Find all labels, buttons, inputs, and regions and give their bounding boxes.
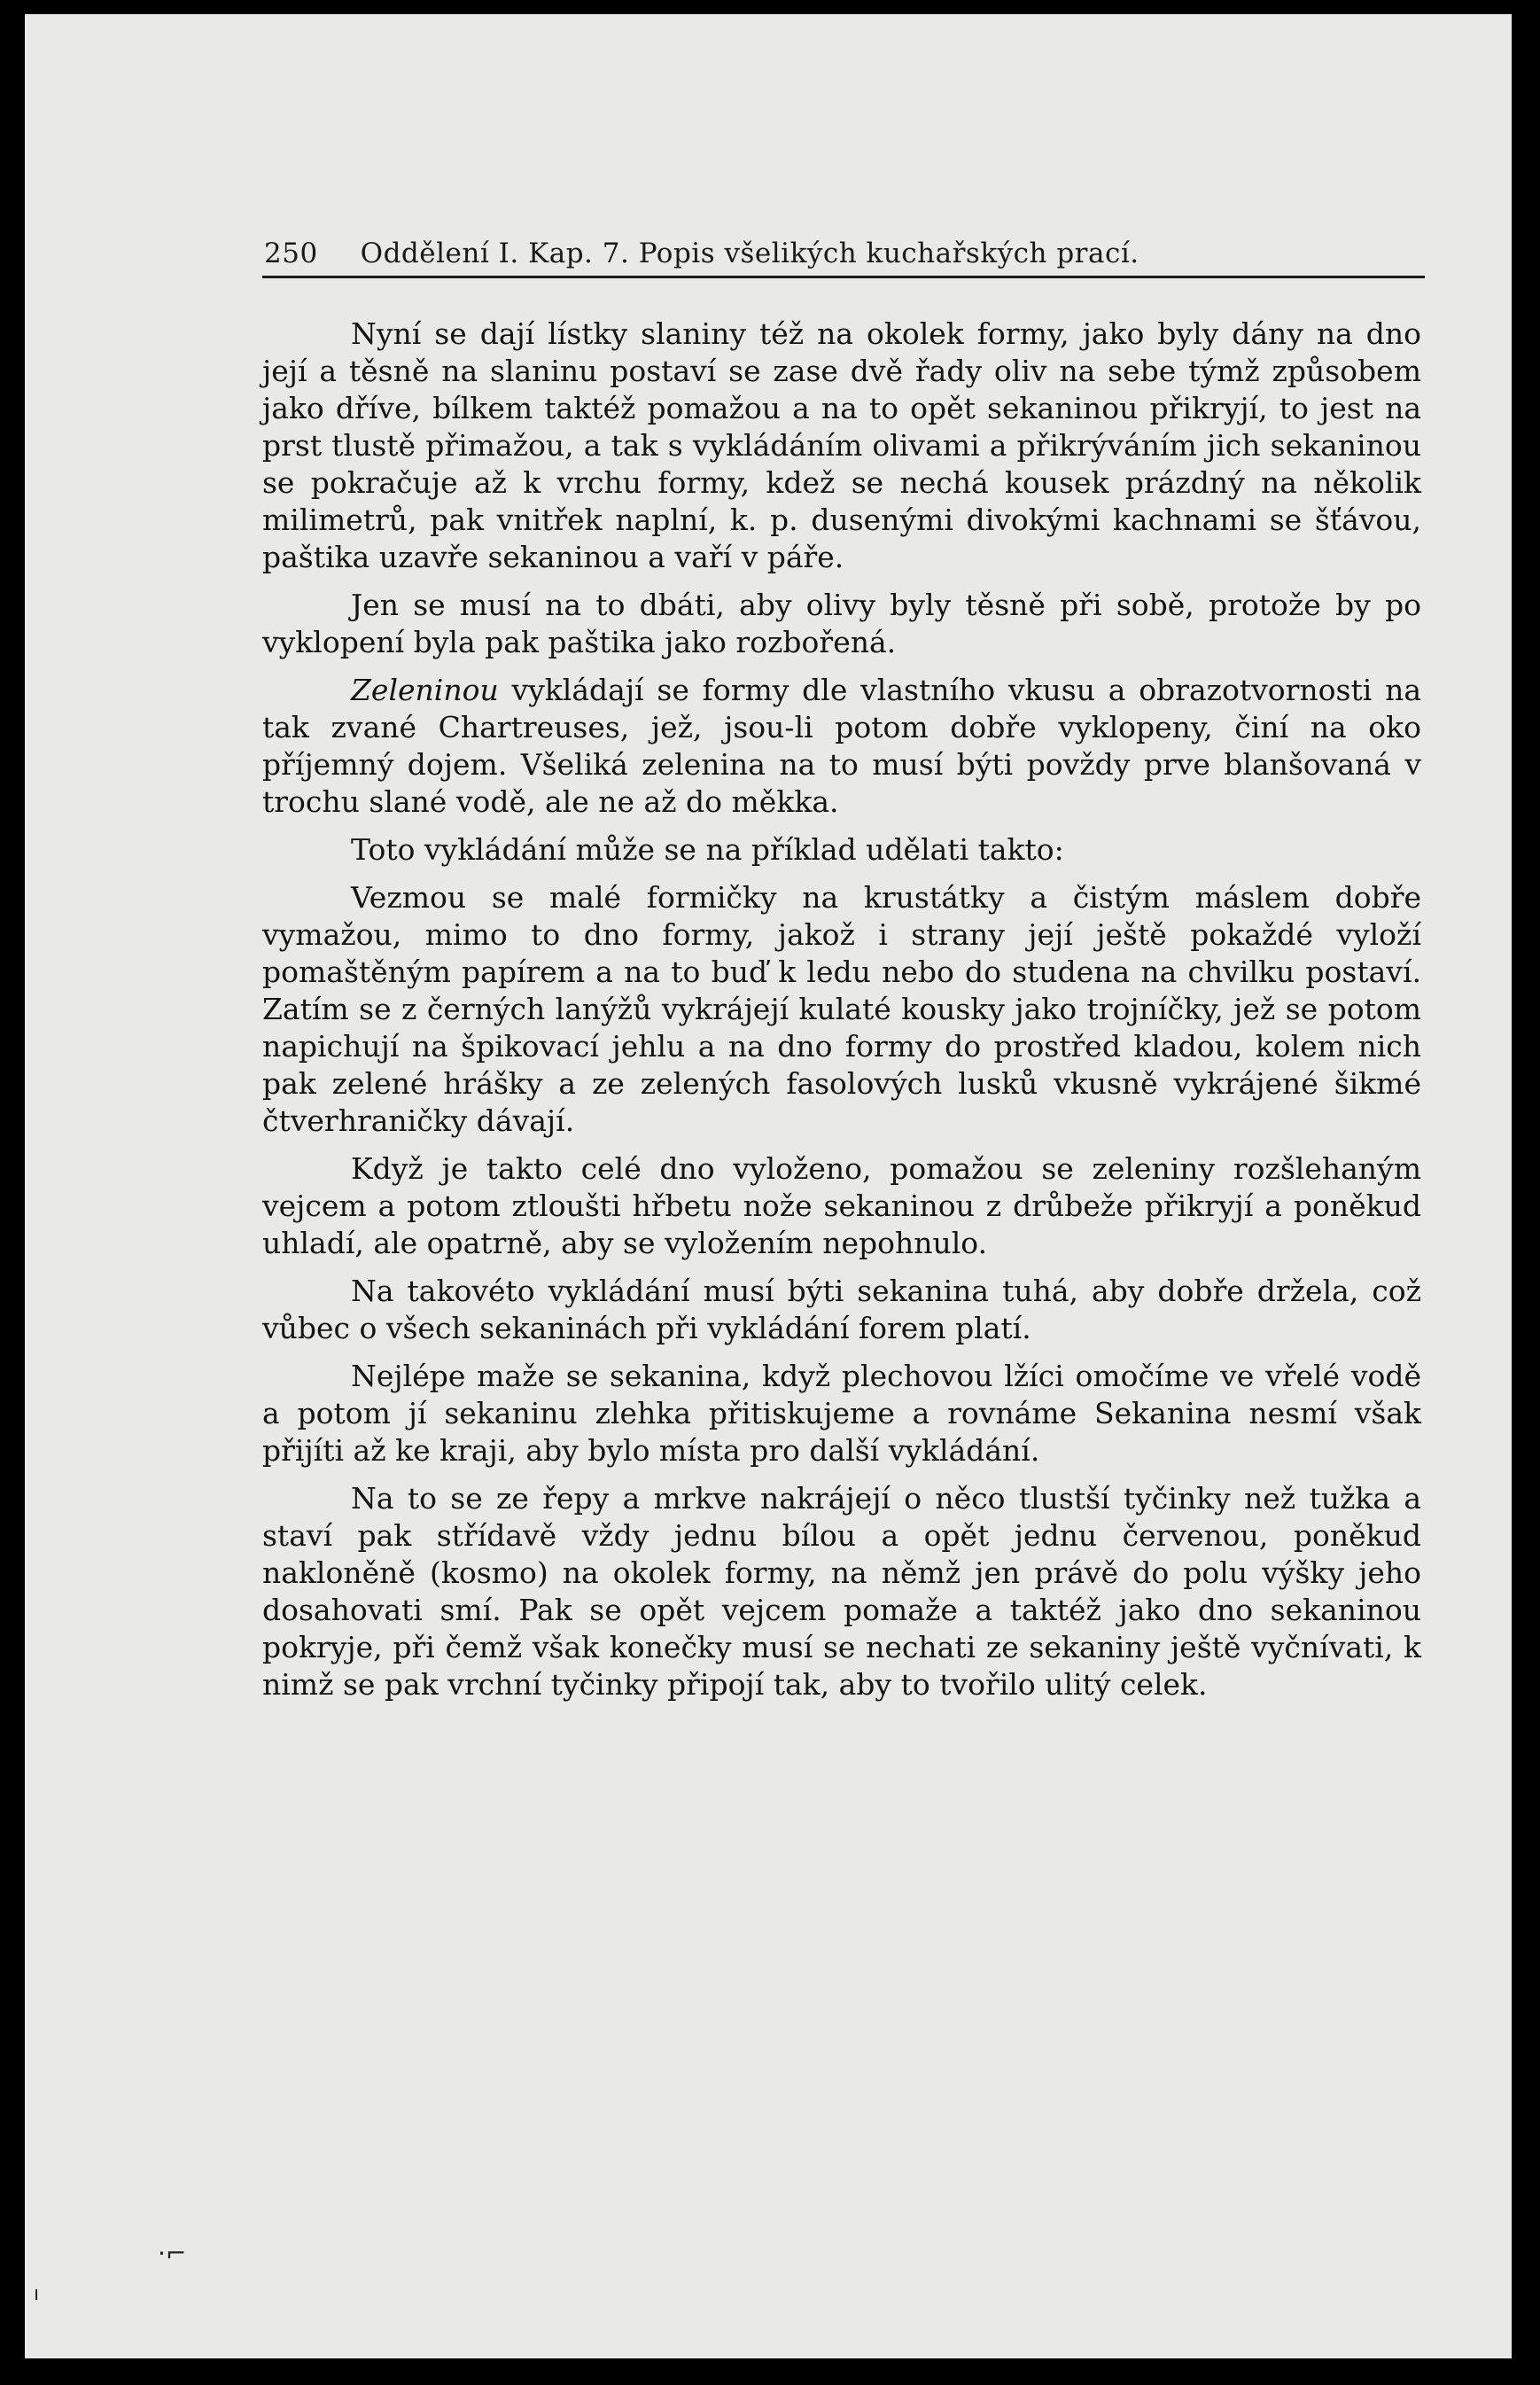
paragraph <box>262 587 1421 661</box>
paragraph <box>262 1358 1421 1469</box>
scan-speck: ı <box>34 2283 40 2305</box>
paragraph-text: Jen se musí na to dbáti, aby olivy byly těsně při sobě, protože by po vyklopení byla pak paštika jako rozbořená. <box>262 588 1421 659</box>
paragraph <box>262 672 1421 821</box>
paragraph-text: Vezmou se malé formičky na krustátky a čistým máslem dobře vymažou, mimo to dno formy, jakož i strany její ještě pokaždé vyloží pomaštěným papírem a na to buď k ledu nebo do studena na chvilku postaví. Zatím se z černých lanýžů vykrájejí kulaté kousky jako trojníčky, jež se potom napichují na špikovací jehlu a na dno formy do prostřed kladou, kolem nich pak zelené hrášky a ze zelených fasolových lusků vkusně vykrájené šikmé čtverhraničky dávají. <box>262 880 1421 1138</box>
scan-speck: ·⌐ <box>158 2239 187 2268</box>
header-rule <box>262 276 1425 278</box>
running-title: Oddělení I. Kap. 7. Popis všelikých kuchařských prací. <box>360 238 1139 269</box>
paragraph <box>262 316 1421 576</box>
paragraph <box>262 1273 1421 1347</box>
paragraph-lead-italic: Zeleninou <box>351 673 499 707</box>
paragraph <box>262 1480 1421 1703</box>
body-text <box>262 316 1421 1714</box>
paragraph-text: Nyní se dají lístky slaniny též na okolek formy, jako byly dány na dno její a těsně na slaninu postaví se zase dvě řady oliv na sebe týmž způsobem jako dříve, bílkem taktéž pomažou a na to opět sekaninou přikryjí, to jest na prst tlustě přimažou, a tak s vykládáním olivami a přikrýváním jich sekaninou se pokračuje až k vrchu formy, kdež se nechá kousek prázdný na několik milimetrů, pak vnitřek naplní, k. p. dusenými divokými kachnami se šťávou, paštika uzavře sekaninou a vaří v páře. <box>262 316 1421 574</box>
page-number: 250 <box>264 238 318 269</box>
paragraph-text: Na to se ze řepy a mrkve nakrájejí o něco tlustší tyčinky než tužka a staví pak střídavě vždy jednu bílou a opět jednu červenou, poněkud nakloněně (kosmo) na okolek formy, na němž jen právě do polu výšky jeho dosahovati smí. Pak se opět vejcem pomaže a taktéž jako dno sekaninou pokryje, při čemž však konečky musí se nechati ze sekaniny ještě vyčnívati, k nimž se pak vrchní tyčinky připojí tak, aby to tvořilo ulitý celek. <box>262 1481 1421 1702</box>
paragraph <box>262 831 1421 869</box>
running-header <box>264 218 1420 269</box>
paragraph-text: Nejlépe maže se sekanina, když plechovou lžíci omočíme ve vřelé vodě a potom jí sekaninu zlehka přitiskujeme a rovnáme Sekanina nesmí však přijíti až ke kraji, aby bylo místa pro další vykládání. <box>262 1359 1421 1468</box>
book-page <box>25 14 1512 2358</box>
paragraph <box>262 879 1421 1140</box>
paragraph <box>262 1150 1421 1262</box>
paragraph-text: Na takovéto vykládání musí býti sekanina tuhá, aby dobře držela, což vůbec o všech sekaninách při vykládání forem platí. <box>262 1274 1421 1345</box>
paragraph-text: vykládají se formy dle vlastního vkusu a obrazotvornosti na tak zvané Chartreuses, jež, jsou-li potom dobře vyklopeny, činí na oko příjemný dojem. Všeliká zelenina na to musí býti povždy prve blanšovaná v trochu slané vodě, ale ne až do měkka. <box>262 673 1421 819</box>
paragraph-text: Toto vykládání může se na příklad udělati takto: <box>351 832 1064 867</box>
paragraph-text: Když je takto celé dno vyloženo, pomažou se zeleniny rozšlehaným vejcem a potom ztloušti hřbetu nože sekaninou z drůbeže přikryjí a poněkud uhladí, ale opatrně, aby se vyložením nepohnulo. <box>262 1151 1421 1260</box>
